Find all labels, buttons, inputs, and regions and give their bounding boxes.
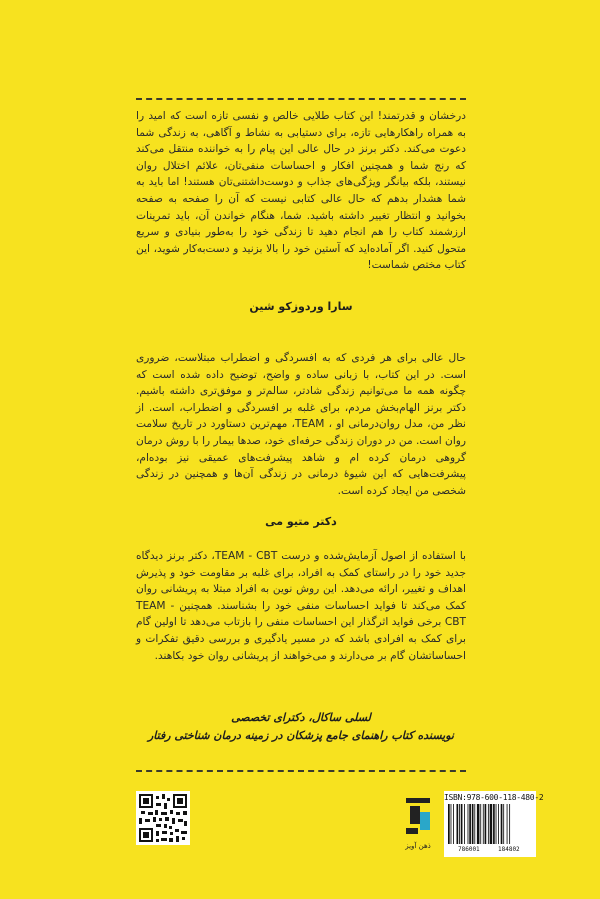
blurb-3-author-title: نویسنده کتاب راهنمای جامع پزشکان در زمینه درمان شناختی رفتار	[148, 729, 454, 742]
barcode-bar	[503, 804, 504, 844]
barcode-bar	[457, 804, 459, 844]
barcode-bar	[493, 804, 495, 844]
barcode-bar	[474, 804, 475, 844]
barcode-bar	[453, 804, 454, 844]
blurb-2-author: دکتر متیو می	[265, 515, 337, 528]
barcode-left-digits: 786001	[458, 846, 480, 853]
blurb-2-text: حال عالی برای هر فردی که به افسردگی و اضطراب مبتلاست، ضروری است. در این کتاب، با زبانی ساده و واضح، توضیح داده شده است که چگونه همه ما می‌توانیم زندگی شادتر، سالم‌تر و موفق‌تری داشته باشیم. دکتر برنز الهام‌بخش مردم، برای غلبه بر افسردگی و اضطراب، است. از نظر من، مدل روان‌درمانی او ، TEAM، مهم‌ترین دستاورد در تاریخ سلامت روان است. من در دوران زندگی حرفه‌ای خود، صدها بیمار را با روش درمان گروهی درمان کرده ام و شاهد پیشرفت‌های عمیقی نیز بوده‌ام، پیشرفت‌هایی که این شیوهٔ درمانی در زندگی آن‌ها و همچنین در زندگی شخصی من ایجاد کرده است.	[136, 352, 466, 497]
barcode-bar	[483, 804, 484, 844]
barcode-bar	[509, 804, 510, 844]
barcode-bar	[488, 804, 489, 844]
barcode-bar	[461, 804, 463, 844]
barcode-bar	[451, 804, 452, 844]
barcode-bar	[496, 804, 497, 844]
publisher-logo-text: ذهن آویز	[405, 842, 431, 850]
barcode-bar	[468, 804, 469, 844]
barcode-bar	[480, 804, 481, 844]
barcode-bar	[498, 804, 499, 844]
barcode-bar	[448, 804, 450, 844]
isbn-number: ISBN:978-600-118-480-2	[444, 793, 544, 802]
barcode	[448, 804, 532, 844]
blurb-1-author: سارا وردوزکو شین	[249, 300, 353, 313]
blurb-3-author-name: لسلی ساکال، دکترای تخصصی	[231, 711, 371, 724]
blurb-1-text: درخشان و قدرتمند! این کتاب طلایی خالص و نفسی تازه است که امید را به همراه راهکارهایی تازه، برای دستیابی به نشاط و آگاهی، به زندگی شما دعوت می‌کند. دکتر برنز در حال عالی این پیام را به خواننده منتقل می‌کند که رنج شما و همچنین افکار و احساسات منفی‌تان، علائم اختلال روان نیستند، بلکه بیانگر ویژگی‌های جذاب و دوست‌داشتنی‌تان هستند! اما باید به شما هشدار بدهم که حال عالی کتابی نیست که آن را صفحه به صفحه بخوانید و انتظار تغییر داشته باشید. شما، هنگام خواندن آن، باید تمرینات ارزشمند کتاب را هم انجام دهید تا زندگی خود را به‌طور بنیادی و سریع متحول کنید. اگر آماده‌اید که آستین خود را بالا بزنید و دست‌به‌کار شوید، این کتاب مختص شماست!	[136, 110, 466, 272]
barcode-bar	[485, 804, 487, 844]
barcode-bar	[464, 804, 465, 844]
barcode-bar	[469, 804, 471, 844]
barcode-bar	[501, 804, 503, 844]
publisher-logo	[400, 794, 436, 854]
barcode-bar	[477, 804, 480, 844]
barcode-bar	[472, 804, 474, 844]
barcode-bar	[459, 804, 460, 844]
barcode-bar	[490, 804, 493, 844]
barcode-box	[444, 791, 544, 857]
qr-code	[136, 791, 190, 845]
barcode-bar	[507, 804, 508, 844]
top-divider	[136, 98, 466, 100]
barcode-right-digits: 184802	[498, 846, 520, 853]
bottom-divider	[136, 770, 466, 772]
blurb-3-text: با استفاده از اصول آزمایش‌شده و درست TEAM - CBT، دکتر برنز دیدگاه جدید خود را در راستای کمک به افراد، برای غلبه بر مقاومت خود و پذیرش اهداف و تغییر، ارائه می‌دهد. این روش نوین به افراد مبتلا به پریشانی روان کمک می‌کند تا فواید احساسات منفی خود را بشناسند. همچنین TEAM - CBT برخی فواید اثرگذار این احساسات منفی را بازتاب می‌دهد تا اولین گام برای کمک به افرادی باشد که در مسیر یادگیری و بررسی دقیق تفکرات و احساساتشان گام بر می‌دارند و می‌خواهند از پریشانی روان خود بکاهند.	[136, 550, 467, 662]
